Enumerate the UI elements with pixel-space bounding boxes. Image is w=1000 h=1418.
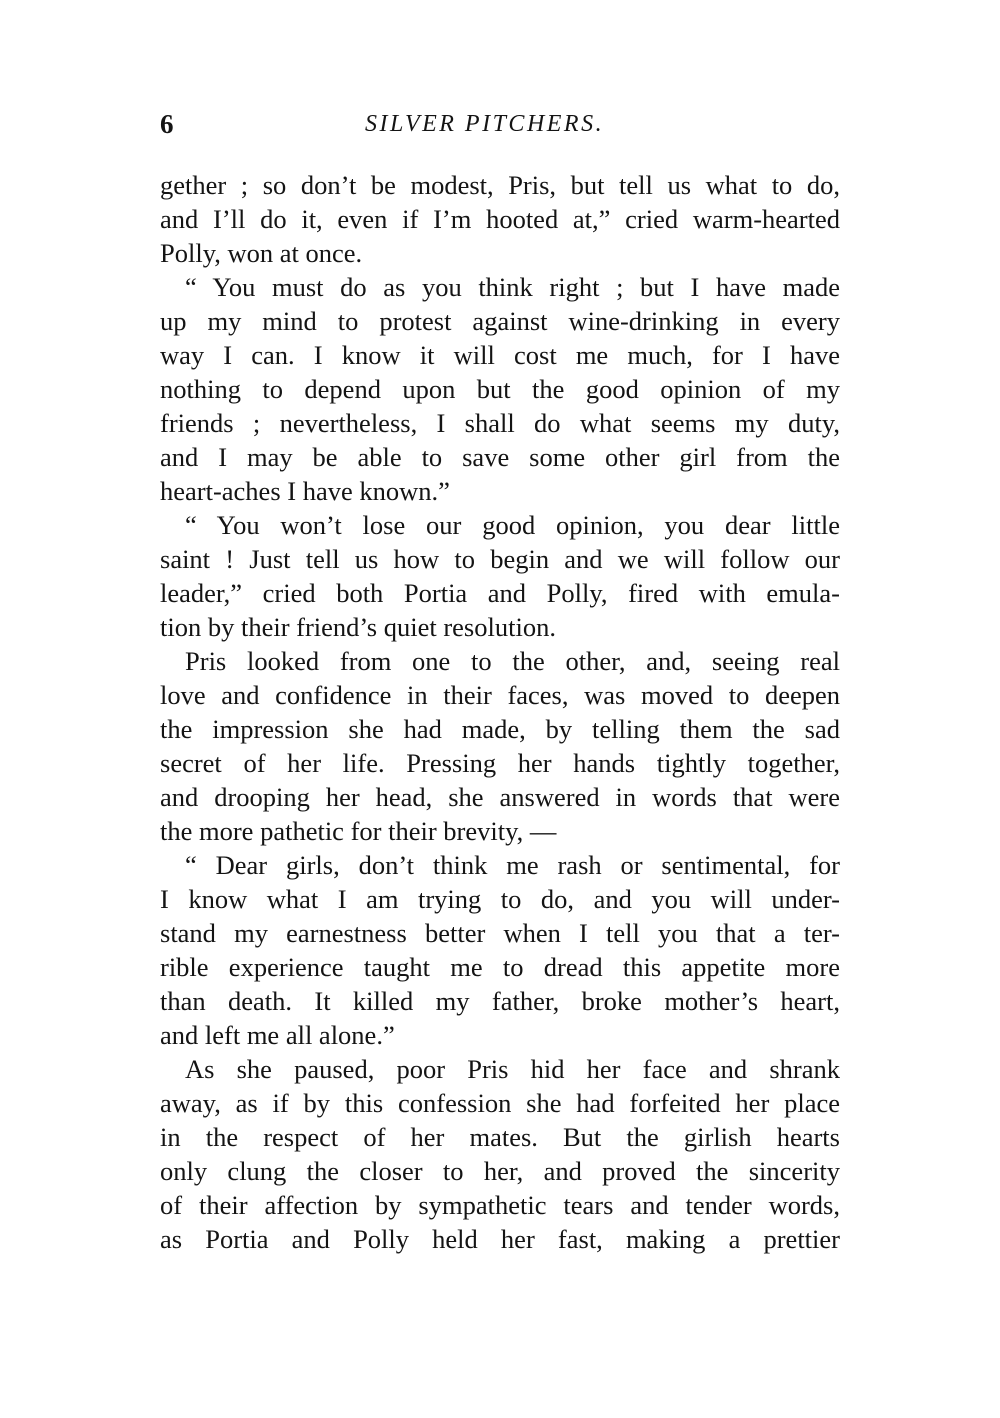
text-line: As she paused, poor Pris hid her face and shrank xyxy=(185,1054,840,1084)
text-line: in the respect of her mates. But the girlish hearts xyxy=(160,1122,840,1152)
text-line: tion by their friend’s quiet resolution. xyxy=(160,612,556,642)
text-line: only clung the closer to her, and proved the sincerity xyxy=(160,1156,840,1186)
text-line: “ You must do as you think right ; but I have made xyxy=(185,272,840,302)
text-line: the more pathetic for their brevity, — xyxy=(160,816,557,846)
text-line: heart-aches I have known.” xyxy=(160,476,450,506)
text-line: gether ; so don’t be modest, Pris, but tell us what to do, xyxy=(160,170,840,200)
body-text xyxy=(160,168,840,1256)
text-line: Pris looked from one to the other, and, seeing real xyxy=(185,646,840,676)
text-line: I know what I am trying to do, and you will under- xyxy=(160,884,840,914)
page-number: 6 xyxy=(160,109,174,139)
running-title: SILVER PITCHERS. xyxy=(365,111,605,137)
text-line: away, as if by this confession she had forfeited her place xyxy=(160,1088,840,1118)
text-line: friends ; nevertheless, I shall do what seems my duty, xyxy=(160,408,840,438)
text-line: leader,” cried both Portia and Polly, fired with emula- xyxy=(160,578,840,608)
text-line: rible experience taught me to dread this appetite more xyxy=(160,952,840,982)
text-line: and drooping her head, she answered in words that were xyxy=(160,782,840,812)
text-line: nothing to depend upon but the good opinion of my xyxy=(160,374,840,404)
text-line: love and confidence in their faces, was moved to deepen xyxy=(160,680,840,710)
text-line: than death. It killed my father, broke mother’s heart, xyxy=(160,986,840,1016)
text-line: “ Dear girls, don’t think me rash or sentimental, for xyxy=(185,850,840,880)
text-line: of their affection by sympathetic tears and tender words, xyxy=(160,1190,840,1220)
text-line: secret of her life. Pressing her hands tightly together, xyxy=(160,748,840,778)
text-line: the impression she had made, by telling them the sad xyxy=(160,714,840,744)
text-line: and I’ll do it, even if I’m hooted at,” cried warm-hearted xyxy=(160,204,840,234)
text-line: up my mind to protest against wine-drinking in every xyxy=(160,306,840,336)
text-line: stand my earnestness better when I tell you that a ter- xyxy=(160,918,840,948)
running-head xyxy=(160,106,840,142)
text-line: saint ! Just tell us how to begin and we will follow our xyxy=(160,544,840,574)
text-line: way I can. I know it will cost me much, for I have xyxy=(160,340,840,370)
text-line: as Portia and Polly held her fast, making a prettier xyxy=(160,1224,840,1254)
text-line: and left me all alone.” xyxy=(160,1020,395,1050)
text-line: and I may be able to save some other girl from the xyxy=(160,442,840,472)
text-line: Polly, won at once. xyxy=(160,238,363,268)
text-line: “ You won’t lose our good opinion, you dear little xyxy=(185,510,840,540)
